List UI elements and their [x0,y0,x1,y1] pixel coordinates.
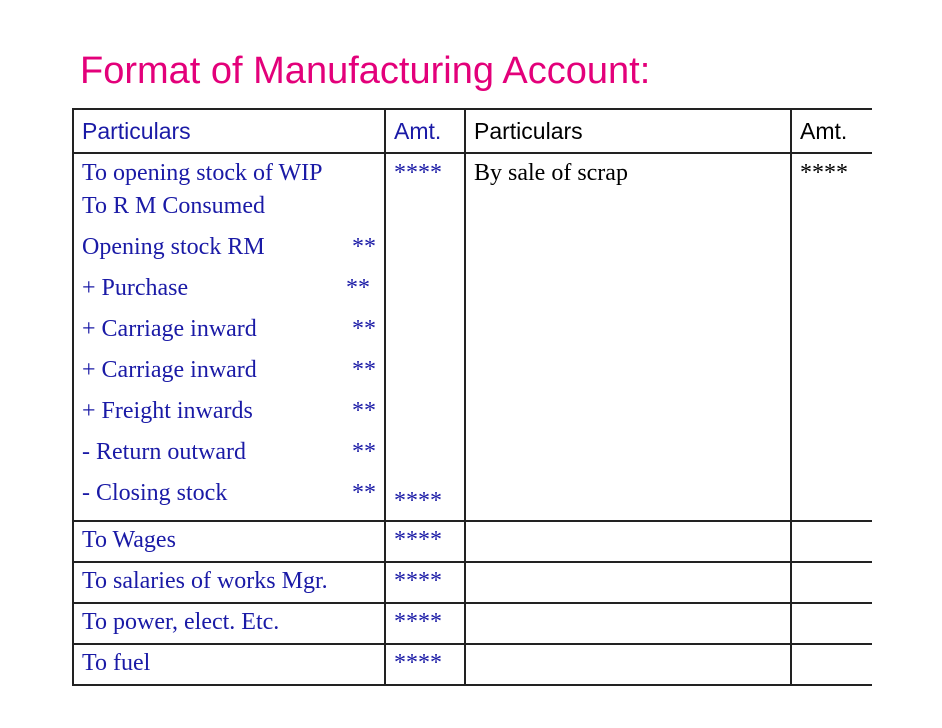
header-amount-debit: Amt. [385,109,465,153]
row-amount: **** [385,603,465,644]
sale-of-scrap-cell: By sale of scrap [465,153,791,521]
row-credit-amount [791,644,872,685]
line-text: + Carriage inward [82,316,257,342]
table-row [73,644,872,685]
manufacturing-account-table [72,108,872,686]
row-credit-amount [791,562,872,603]
row-particulars: To Wages [73,521,385,562]
line-mark: ** [352,234,376,260]
row-amount: **** [385,521,465,562]
line-mark: ** [346,275,370,301]
header-row [73,109,872,153]
line-text: + Carriage inward [82,357,257,383]
table-row [73,603,872,644]
line-text: + Purchase [82,275,189,301]
list-item [82,310,384,351]
line-mark: ** [352,480,376,506]
amount-rm-consumed: **** [394,488,442,514]
sale-of-scrap-amount: **** [791,153,872,521]
amount-opening-wip: **** [394,160,442,186]
line-text: - Return outward [82,439,246,465]
line-text: + Freight inwards [82,398,253,424]
line-text: Opening stock RM [82,234,265,260]
list-item [82,269,384,310]
row-amount: **** [385,644,465,685]
line-mark: ** [352,398,376,424]
list-item [82,187,384,228]
line-text: To opening stock of WIP [82,160,323,186]
line-text: To R M Consumed [82,193,265,219]
row-particulars: To fuel [73,644,385,685]
header-particulars-debit: Particulars [73,109,385,153]
row-particulars: To salaries of works Mgr. [73,562,385,603]
row-credit-particulars [465,644,791,685]
raw-material-block-row [73,153,872,521]
row-credit-amount [791,603,872,644]
line-mark: ** [352,357,376,383]
row-credit-particulars [465,562,791,603]
list-item [82,392,384,433]
table-row [73,521,872,562]
line-mark: ** [352,439,376,465]
header-amount-credit: Amt. [791,109,872,153]
row-credit-amount [791,521,872,562]
raw-material-amount-cell [385,153,465,521]
list-item [82,228,384,269]
line-mark: ** [352,316,376,342]
manufacturing-account-table-wrapper [72,108,872,688]
raw-material-cell [73,153,385,521]
list-item [82,351,384,392]
row-credit-particulars [465,521,791,562]
row-credit-particulars [465,603,791,644]
table-row [73,562,872,603]
line-text: - Closing stock [82,480,228,506]
list-item [82,433,384,474]
row-amount: **** [385,562,465,603]
row-particulars: To power, elect. Etc. [73,603,385,644]
page-title: Format of Manufacturing Account: [80,50,651,92]
header-particulars-credit: Particulars [465,109,791,153]
list-item [82,474,384,515]
